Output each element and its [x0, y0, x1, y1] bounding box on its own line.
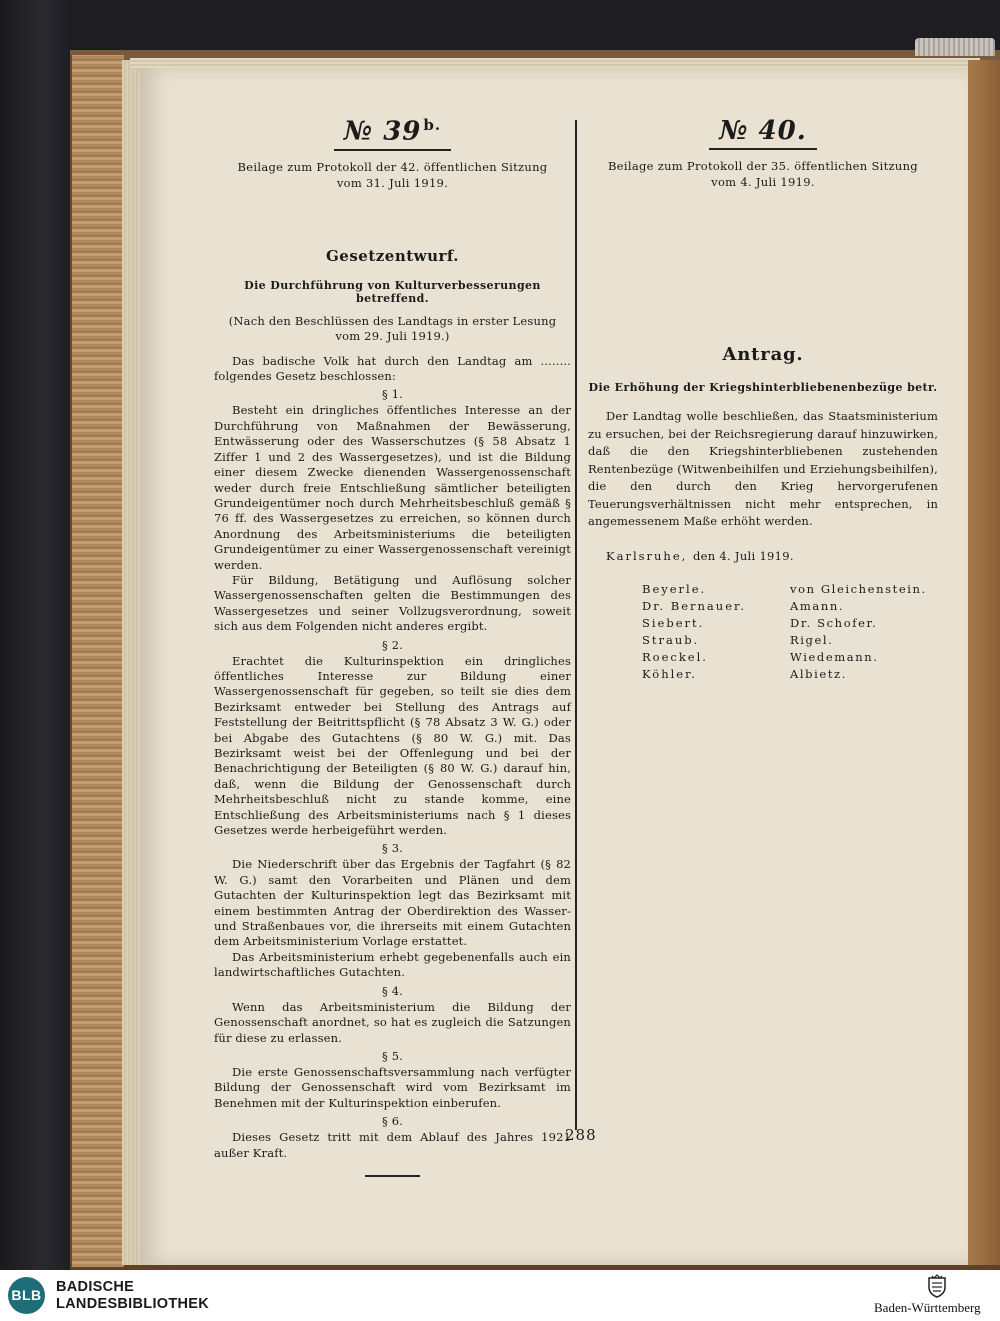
section-heading: § 3. [382, 841, 403, 856]
signer: Beyerle. [642, 581, 707, 596]
dark-background [0, 0, 70, 1270]
signer: Dr. Schofer. [790, 615, 878, 630]
section-paragraph: Die erste Genossenschaftsversammlung nach verfügter Bildung der Genossenschaft wird vom Bezirksamt im Benehmen mit der Kulturinspektion einberufen. [214, 1064, 571, 1110]
bookmark-ribbon [915, 38, 995, 56]
lesung-note: (Nach den Beschlüssen des Landtags in erster Lesung vom 29. Juli 1919.) [228, 313, 557, 343]
end-rule [365, 1175, 420, 1177]
document-page [140, 68, 968, 1265]
signer: Dr. Bernauer. [642, 598, 746, 613]
coat-of-arms-icon [926, 1274, 948, 1298]
section-heading: § 2. [382, 637, 403, 652]
antrag-paragraph: Der Landtag wolle beschließen, das Staatsministerium zu ersuchen, bei der Reichsregierung darauf hinzuwirken, daß die den Kriegshinterbliebenen zustehenden Rentenbezüge (Witwenbeihilfen und Erziehungsbeihilfen), die den durch den Krieg hervorgerufenen Teuerungsverhältnissen nicht mehr entsprechen, in angemessenem Maße erhöht werden. [588, 409, 938, 528]
signer: Köhler. [642, 666, 697, 681]
section-heading: § 5. [382, 1048, 403, 1063]
footer-bar [0, 1270, 1000, 1321]
section-paragraph: Erachtet die Kulturinspektion ein dringliches öffentliches Interesse zur Bildung einer Wassergenossenschaft für gegeben, so teilt sie dies dem Bezirksamt entweder bei Stellung des Antrags auf Feststellung der Beitrittspflicht (§ 78 Absatz 3 W. G.) oder bei Abgabe des Gutachtens (§ 80 W. G.) mit. Das Bezirksamt weist bei der Offenlegung und bei der Benachrichtigung der Beteiligten (§ 80 W. G.) darauf hin, daß, wenn die Bildung der Genossenschaft durch Mehrheitsbeschluß nicht zu stande komme, eine Entschließung des Arbeitsministeriums nach § 1 dieses Gesetzes werde herbeigeführt werden. [214, 653, 571, 838]
antrag-text [588, 408, 938, 531]
section-paragraph: Die Niederschrift über das Ergebnis der Tagfahrt (§ 82 W. G.) samt den Vorarbeiten und Plänen und dem Gutachten der Kulturinspektion legt das Bezirksamt mit einem bestimmten Antrag der Oberdirektion des Wasser- und Straßenbaues vor, die ihrerseits mit einem Gutachten dem Arbeitsministerium Vorlage erstattet. [214, 857, 571, 949]
place-date: Karlsruhe, den 4. Juli 1919. [606, 548, 794, 563]
state-name: Baden-Württemberg [874, 1300, 981, 1315]
library-name[interactable]: BADISCHE LANDESBIBLIOTHEK [56, 1279, 210, 1312]
section-heading: § 1. [382, 387, 403, 402]
signer: Amann. [790, 598, 845, 613]
document-number-40: № 40. [588, 116, 938, 150]
column-divider [575, 120, 577, 1130]
page-edges-left [70, 55, 124, 1267]
antrag-title: Antrag. [722, 344, 804, 365]
section-paragraph: Für Bildung, Betätigung und Auflösung solcher Wassergenossenschaften gelten die Bestimmungen des Wassergesetzes und seiner Vollzugsverordnung, soweit sich aus dem Folgenden nicht anderes ergibt. [214, 572, 571, 634]
antrag-subtitle: Die Erhöhung der Kriegshinterbliebenenbezüge betr. [588, 381, 938, 394]
page-block [122, 60, 142, 1265]
signer: Rigel. [790, 632, 834, 647]
signer: Straub. [642, 632, 700, 647]
left-column [214, 116, 571, 1177]
section-paragraph: Das Arbeitsministerium erhebt gegebenenfalls auch ein landwirtschaftliches Gutachten. [214, 949, 571, 980]
law-text [214, 354, 571, 1161]
signer: Roeckel. [642, 649, 708, 664]
section-heading: § 4. [382, 983, 403, 998]
signer: Albietz. [790, 666, 847, 681]
signers-list [588, 581, 938, 683]
gesetzentwurf-subtitle: Die Durchführung von Kulturverbesserungen betreffend. [244, 278, 541, 305]
section-heading: § 6. [382, 1114, 403, 1129]
blb-logo[interactable]: BLB [8, 1277, 45, 1314]
signer: Wiedemann. [790, 649, 879, 664]
document-number-39b: № 39 $^{b.}$ [214, 116, 571, 151]
intro-paragraph: Das badische Volk hat durch den Landtag am ........ folgendes Gesetz beschlossen: [214, 353, 571, 384]
gesetzentwurf-title: Gesetzentwurf. [325, 246, 460, 265]
section-paragraph: Besteht ein dringliches öffentliches Interesse an der Durchführung von Maßnahmen der Bewässerung, Entwässerung oder des Wasserschutzes (§ 58 Absatz 1 Ziffer 1 und 2 des Wassergesetzes), und ist die Bildung einer diesem Zwecke dienenden Wassergenossenschaft weder durch freie Entschließung sämtlicher beteiligten Grundeigentümer noch durch Mehrheitsbeschluß gemäß § 76 ff. des Wassergesetzes zu erreichen, so können durch Anordnung des Arbeitsministeriums die beteiligten Grundeigentümer zu einer Wassergenossenschaft vereinigt werden. [214, 403, 571, 572]
right-column [588, 116, 938, 683]
beilage-note: Beilage zum Protokoll der 35. öffentlichen Sitzung vom 4. Juli 1919. [608, 159, 918, 189]
section-paragraph: Dieses Gesetz tritt mit dem Ablauf des Jahres 1921 außer Kraft. [214, 1130, 571, 1160]
section-paragraph: Wenn das Arbeitsministerium die Bildung der Genossenschaft anordnet, so hat es zugleich die Satzungen für diese zu erlassen. [214, 999, 571, 1045]
signer: Siebert. [642, 615, 705, 630]
beilage-note: Beilage zum Protokoll der 42. öffentlichen Sitzung vom 31. Juli 1919. [237, 159, 548, 190]
signer: von Gleichenstein. [790, 581, 927, 596]
book-cover-right [968, 60, 1000, 1265]
page-number: 288 [565, 1126, 597, 1144]
